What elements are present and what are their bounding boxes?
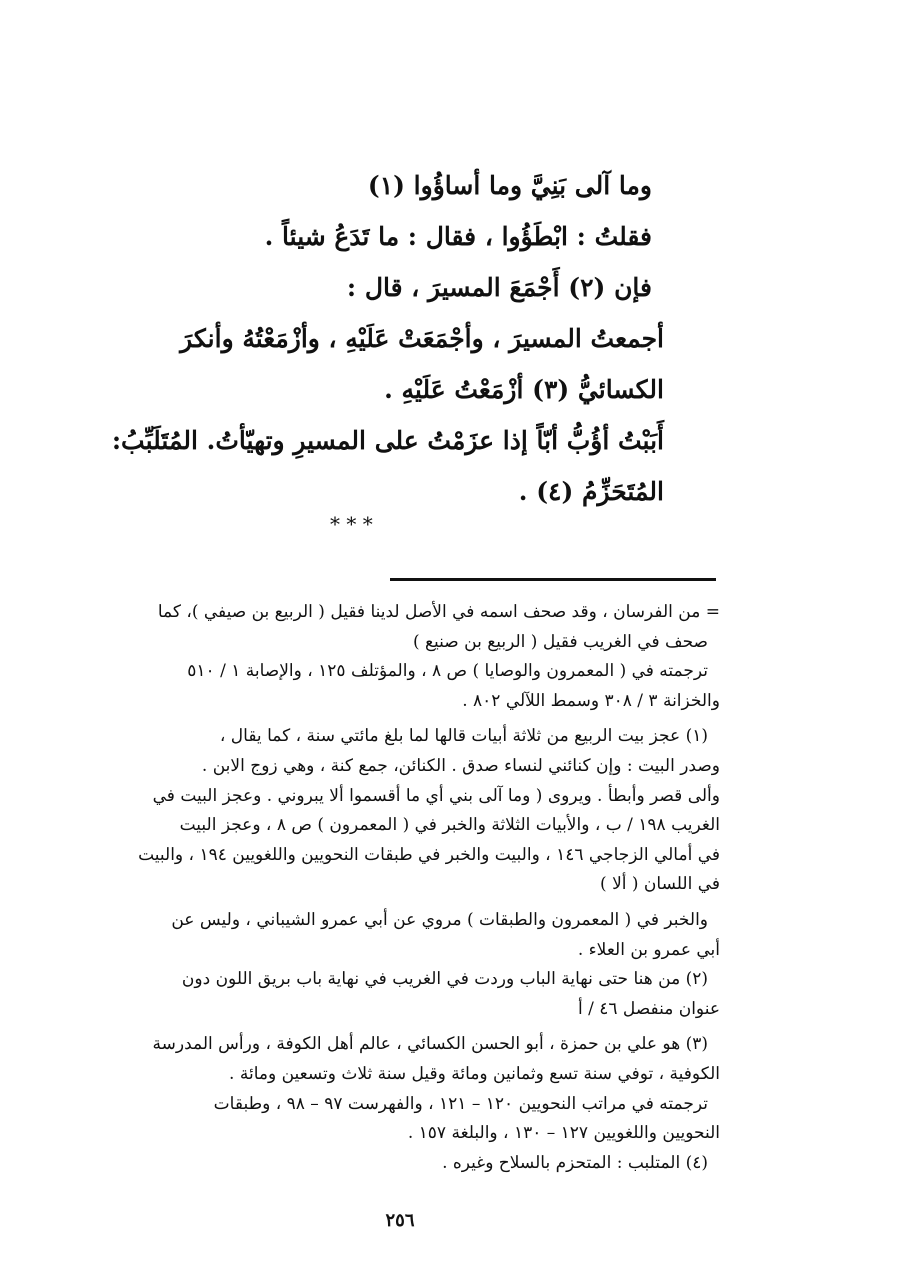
footnote-line: (١) عجز بيت الربيع من ثلاثة أبيات قالها لما بلغ مائتي سنة ، كما يقال ، (219, 726, 708, 747)
footnote-line: وصدر البيت : وإن كنائني لنساء صدق . الكنائن، جمع كنة ، وهي زوج الابن . (201, 755, 720, 776)
footnote-line: أبي عمرو بن العلاء . (577, 939, 720, 960)
main-line: فقلتُ : ابْطَؤُوا ، فقال : ما تَدَعُ شيئاً . (264, 222, 652, 251)
main-text (68, 160, 664, 517)
footnote-line: (٢) من هنا حتى نهاية الباب وردت في الغريب في نهاية باب بريق اللون دون (181, 969, 708, 990)
footnote-line: الغريب ١٩٨ / ب ، والأبيات الثلاثة والخبر في ( المعمرون ) ص ٨ ، وعجز البيت (179, 815, 720, 836)
footnote-line: (٤) المتلبب : المتحزم بالسلاح وغيره . (442, 1152, 708, 1173)
footnote-line: عنوان منفصل ٤٦ / أ (577, 998, 720, 1019)
main-line: فإن (٢) أَجْمَعَ المسيرَ ، قال : (346, 273, 652, 302)
footnote-line: ترجمته في ( المعمرون والوصايا ) ص ٨ ، والمؤتلف ١٢٥ ، والإصابة ١ / ٥١٠ (187, 661, 708, 682)
footnote-line: في اللسان ( ألا ) (600, 874, 720, 895)
main-line: وما آلى بَنِيَّ وما أساؤُوا (١) (367, 171, 652, 200)
footnote-rule (390, 578, 716, 581)
footnote-line: النحويين واللغويين ١٢٧ – ١٣٠ ، والبلغة ١٥٧ . (407, 1123, 720, 1144)
section-separator: * * * (330, 512, 373, 536)
footnote-line: الكوفية ، توفي سنة تسع وثمانين ومائة وقيل سنة ثلاث وتسعين ومائة . (229, 1063, 720, 1084)
footnote-line: (٣) هو علي بن حمزة ، أبو الحسن الكسائي ، عالم أهل الكوفة ، ورأس المدرسة (152, 1034, 708, 1055)
page-number: ٢٥٦ (385, 1210, 415, 1231)
footnote-line: صحف في الغريب فقيل ( الربيع بن صنيع ) (412, 631, 708, 652)
main-line: أجمعتُ المسيرَ ، وأجْمَعَتْ عَلَيْهِ ، وأزْمَعْتُهُ وأنكرَ (180, 324, 664, 353)
footnote-line: وألى قصر وأبطأ . ويروى ( وما آلى بني أي ما أقسموا ألا يبروني . وعجز البيت في (152, 785, 720, 806)
main-line: الكسائيُّ (٣) أزْمَعْتُ عَلَيْهِ . (384, 375, 664, 404)
footnote-line: والخزانة ٣ / ٣٠٨ وسمط اللآلي ٨٠٢ . (462, 690, 720, 711)
footnotes (70, 598, 720, 1178)
footnote-line: والخبر في ( المعمرون والطبقات ) مروي عن أبي عمرو الشيباني ، وليس عن (171, 909, 708, 930)
main-line: المُتَحَزِّمُ (٤) . (518, 477, 664, 506)
footnote-line: ترجمته في مراتب النحويين ١٢٠ – ١٢١ ، والفهرست ٩٧ – ٩٨ ، وطبقات (213, 1093, 708, 1114)
footnote-line: = من الفرسان ، وقد صحف اسمه في الأصل لدينا فقيل ( الربيع بن صيفي )، كما (157, 602, 720, 622)
main-line: أَبَبْتُ أؤُبُّ أبّاً إذا عزَمْتُ على المسيرِ وتهيّأتُ. المُتَلَبِّبُ: (111, 426, 664, 455)
footnote-line: في أمالي الزجاجي ١٤٦ ، والبيت والخبر في طبقات النحويين واللغويين ١٩٤ ، والبيت (138, 844, 720, 865)
